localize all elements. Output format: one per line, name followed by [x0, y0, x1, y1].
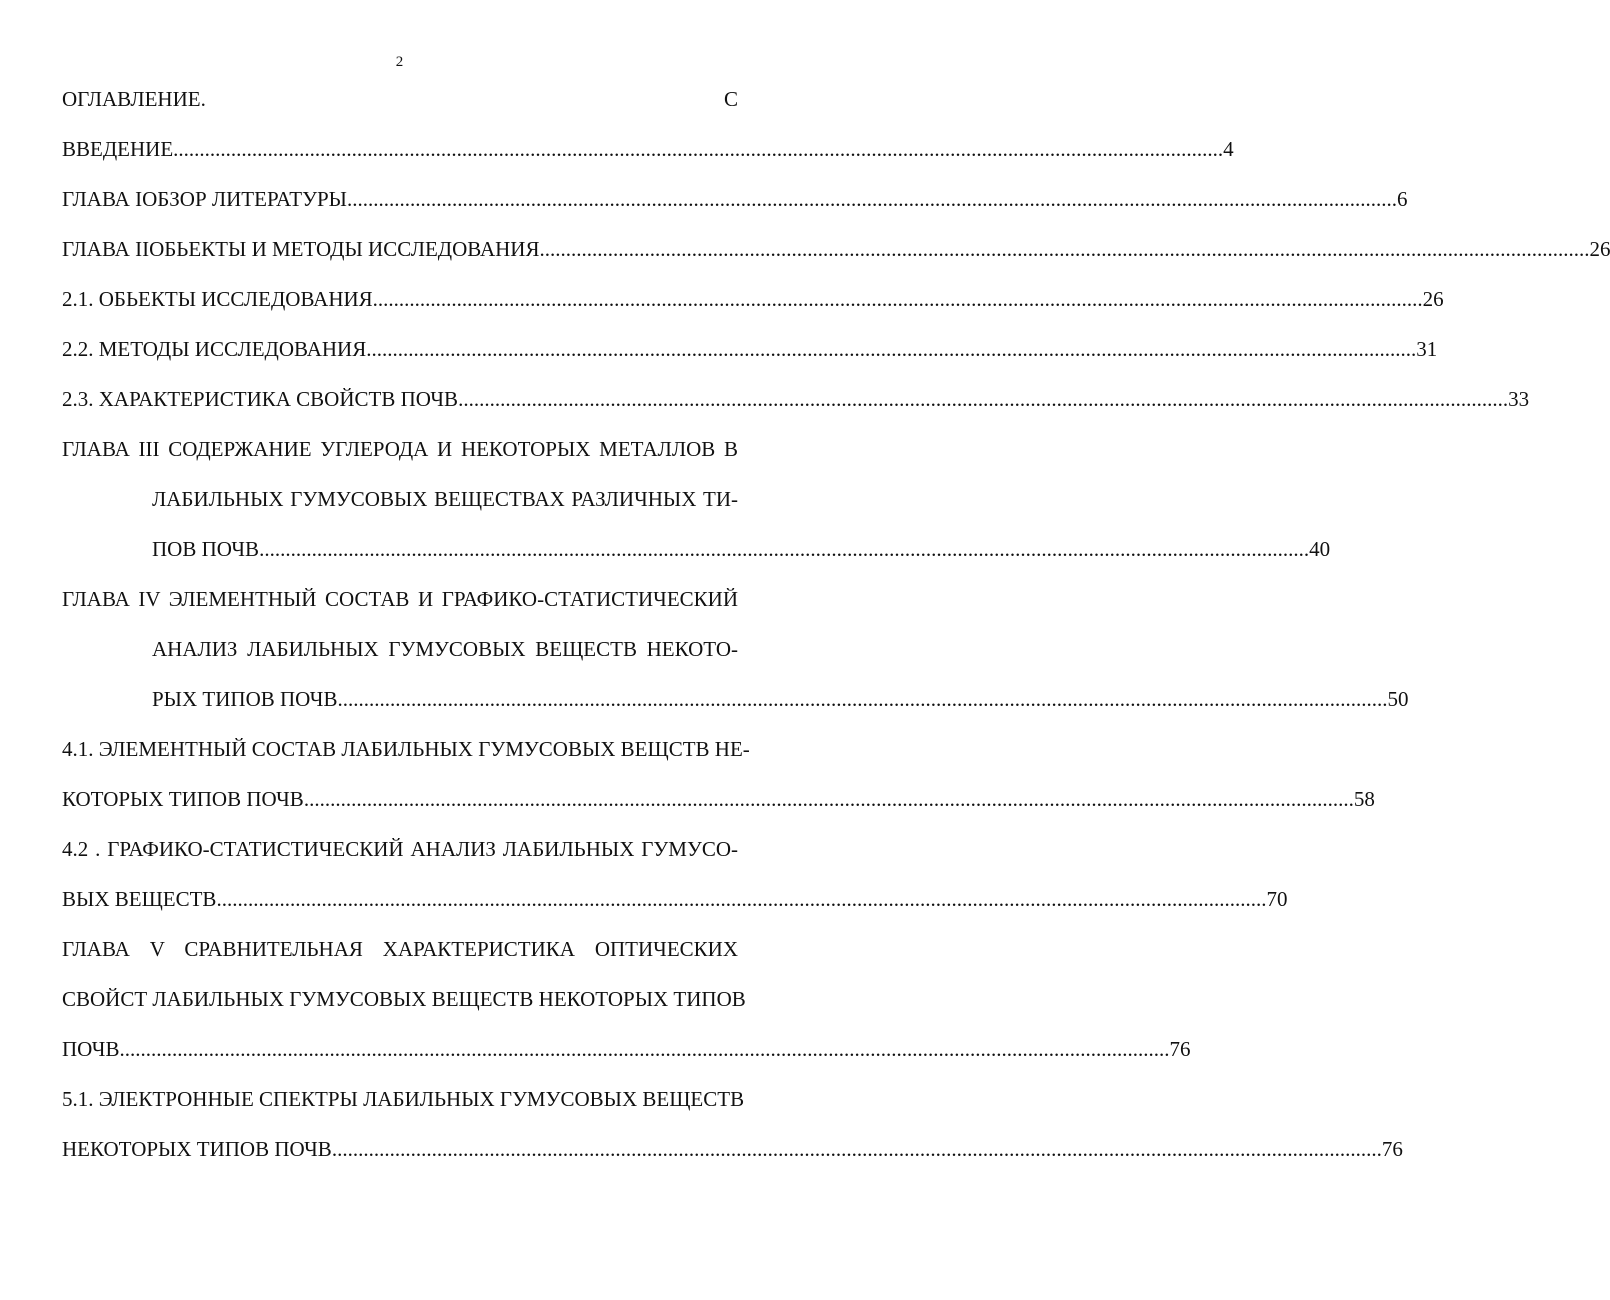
toc-entry-2-1[interactable]	[62, 284, 1444, 314]
toc-entry-2-2[interactable]	[62, 334, 1438, 364]
toc-entry-5-1-line-1[interactable]: 5.1. ЭЛЕКТРОННЫЕ СПЕКТРЫ ЛАБИЛЬНЫХ ГУМУСОВЫХ ВЕЩЕСТВ	[62, 1087, 745, 1111]
toc-entry-chapter-4-line-2[interactable]: АНАЛИЗ ЛАБИЛЬНЫХ ГУМУСОВЫХ ВЕЩЕСТВ НЕКОТО-	[152, 637, 738, 661]
toc-entry-page: 70	[1266, 887, 1288, 911]
toc-leader-dots: ........................................................................................................................................................................................................	[346, 187, 1397, 211]
toc-entry-page: 33	[1508, 387, 1530, 411]
toc-leader-dots: ........................................................................................................................................................................................................	[337, 687, 1388, 711]
toc-entry-title: ВЫХ ВЕЩЕСТВ	[62, 887, 217, 911]
toc-leader-dots: ........................................................................................................................................................................................................	[366, 337, 1417, 361]
toc-entry-page: 50	[1387, 687, 1409, 711]
toc-entry-4-1-line-1[interactable]: 4.1. ЭЛЕМЕНТНЫЙ СОСТАВ ЛАБИЛЬНЫХ ГУМУСОВЫХ ВЕЩСТВ НЕ-	[62, 737, 750, 761]
toc-leader-dots: ........................................................................................................................................................................................................	[119, 1037, 1170, 1061]
toc-entry-title: 2.1. ОБЬЕКТЫ ИССЛЕДОВАНИЯ	[62, 287, 373, 311]
page-column-label: С	[723, 87, 738, 111]
toc-entry-chapter-5-line-1[interactable]: ГЛАВА V СРАВНИТЕЛЬНАЯ ХАРАКТЕРИСТИКА ОПТИЧЕСКИХ	[62, 937, 738, 961]
toc-entry-title: 2.2. МЕТОДЫ ИССЛЕДОВАНИЯ	[62, 337, 367, 361]
toc-entry-2-3[interactable]	[62, 384, 1530, 414]
toc-leader-dots: ........................................................................................................................................................................................................	[216, 887, 1267, 911]
contents-header	[62, 84, 738, 114]
toc-entry-title: ВВЕДЕНИЕ	[62, 137, 174, 161]
toc-chapter-label: ГЛАВА II	[62, 237, 150, 261]
toc-entry-4-1-line-2[interactable]	[62, 784, 1375, 814]
contents-title: ОГЛАВЛЕНИЕ.	[62, 87, 206, 111]
toc-entry-chapter-3-line-3[interactable]	[152, 534, 1331, 564]
toc-entry-5-1-line-2[interactable]	[62, 1134, 1403, 1164]
toc-entry-title: 2.3. ХАРАКТЕРИСТИКА СВОЙСТВ ПОЧВ	[62, 387, 459, 411]
toc-leader-dots: ........................................................................................................................................................................................................	[331, 1137, 1382, 1161]
toc-entry-4-2-line-2[interactable]	[62, 884, 1288, 914]
toc-leader-dots: ........................................................................................................................................................................................................	[539, 237, 1590, 261]
toc-entry-title: РЫХ ТИПОВ ПОЧВ	[152, 687, 338, 711]
toc-entry-page: 6	[1396, 187, 1408, 211]
toc-leader-dots: ........................................................................................................................................................................................................	[303, 787, 1354, 811]
page-number: 2	[395, 54, 404, 70]
toc-entry-title: КОТОРЫХ ТИПОВ ПОЧВ	[62, 787, 304, 811]
toc-entry-chapter-3-line-1[interactable]: ГЛАВА III СОДЕРЖАНИЕ УГЛЕРОДА И НЕКОТОРЫХ МЕТАЛЛОВ В	[62, 437, 738, 461]
toc-entry-chapter-4-line-3[interactable]	[152, 684, 1409, 714]
toc-entry-chapter-3-line-2[interactable]: ЛАБИЛЬНЫХ ГУМУСОВЫХ ВЕЩЕСТВАХ РАЗЛИЧНЫХ ТИ-	[152, 487, 738, 511]
toc-leader-dots: ........................................................................................................................................................................................................	[372, 287, 1423, 311]
toc-entry-title: ОБЗОР ЛИТЕРАТУРЫ	[142, 187, 347, 211]
toc-entry-page: 58	[1353, 787, 1375, 811]
toc-leader-dots: ........................................................................................................................................................................................................	[173, 137, 1224, 161]
toc-entry-4-2-line-1[interactable]: 4.2 . ГРАФИКО-СТАТИСТИЧЕСКИЙ АНАЛИЗ ЛАБИЛЬНЫХ ГУМУСО-	[62, 837, 738, 861]
toc-entry-title: НЕКОТОРЫХ ТИПОВ ПОЧВ	[62, 1137, 332, 1161]
toc-entry-chapter-5-line-3[interactable]	[62, 1034, 1191, 1064]
toc-chapter-label: ГЛАВА I	[62, 187, 143, 211]
toc-entry-page: 26	[1422, 287, 1444, 311]
toc-entry-title: ПОВ ПОЧВ	[152, 537, 260, 561]
toc-entry-introduction[interactable]	[62, 134, 1234, 164]
toc-entry-page: 26	[1589, 237, 1610, 261]
toc-entry-chapter-5-line-2[interactable]: СВОЙСТ ЛАБИЛЬНЫХ ГУМУСОВЫХ ВЕЩЕСТВ НЕКОТОРЫХ ТИПОВ	[62, 987, 746, 1011]
toc-entry-chapter-2[interactable]	[62, 234, 1610, 264]
toc-entry-page: 31	[1416, 337, 1438, 361]
toc-leader-dots: ........................................................................................................................................................................................................	[259, 537, 1310, 561]
toc-entry-title: ОБЬЕКТЫ И МЕТОДЫ ИССЛЕДОВАНИЯ	[149, 237, 540, 261]
toc-entry-page: 40	[1309, 537, 1331, 561]
toc-entry-page: 76	[1381, 1137, 1403, 1161]
toc-entry-chapter-4-line-1[interactable]: ГЛАВА IV ЭЛЕМЕНТНЫЙ СОСТАВ И ГРАФИКО-СТАТИСТИЧЕСКИЙ	[62, 587, 738, 611]
toc-entry-page: 4	[1223, 137, 1234, 161]
toc-entry-title: ПОЧВ	[62, 1037, 120, 1061]
toc-leader-dots: ........................................................................................................................................................................................................	[458, 387, 1509, 411]
toc-entry-chapter-1[interactable]	[62, 184, 1408, 214]
toc-entry-page: 76	[1169, 1037, 1191, 1061]
